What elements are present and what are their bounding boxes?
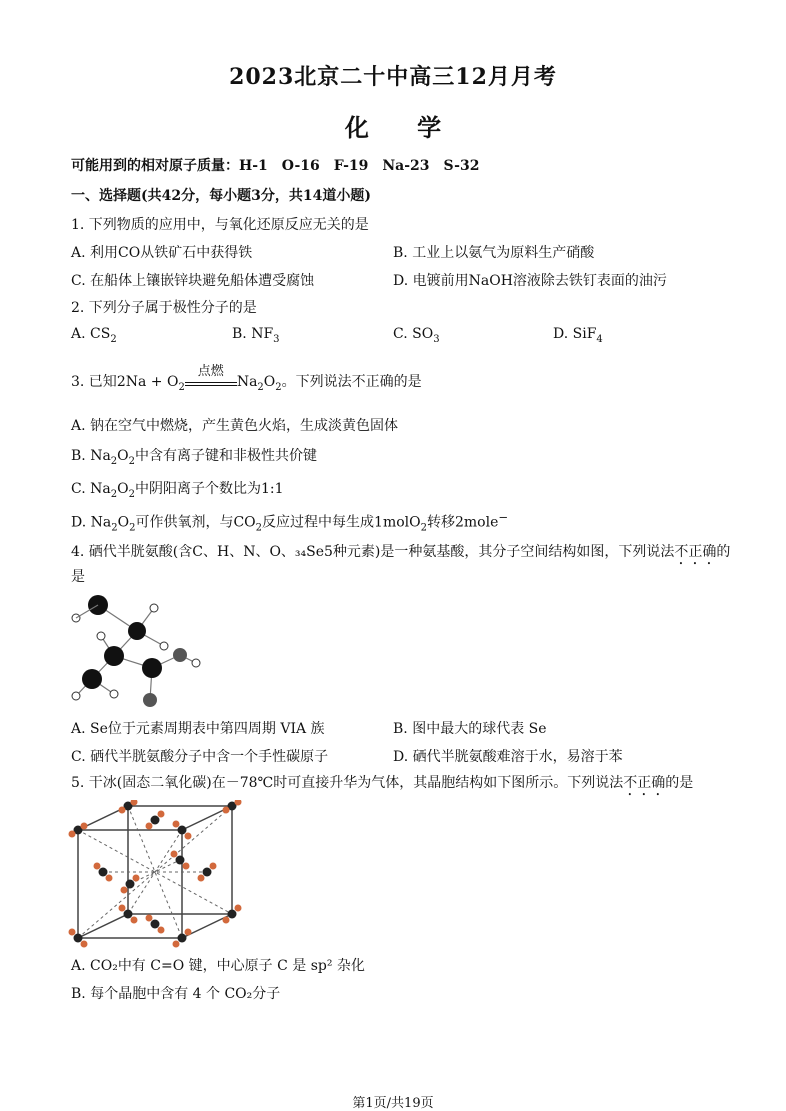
atom-oxygen [173, 648, 187, 662]
question-1-option-a: A. 利用CO从铁矿石中获得铁 [71, 245, 253, 261]
atom-nitrogen [82, 669, 102, 689]
atom-carbon [142, 658, 162, 678]
subject-title: 化 学 [344, 113, 442, 142]
question-4-option-d: D. 硒代半胱氨酸难溶于水，易溶于苯 [393, 749, 623, 765]
molecule-structure-figure [66, 588, 216, 718]
question-4-option-c: C. 硒代半胱氨酸分子中含一个手性碳原子 [71, 749, 329, 765]
atom-hydrogen [160, 642, 168, 650]
question-2-option-a: A. $CS_2$ [71, 326, 117, 345]
question-5-option-a: A. CO₂中有 C=O 键，中心原子 C 是 sp² 杂化 [71, 958, 365, 974]
page-title: 2023北京二十中高三12月月考 [229, 64, 557, 90]
section-title: 一、选择题(共42分，每小题3分，共14道小题) [71, 188, 371, 204]
question-4-option-a: A. Se位于元素周期表中第四周期 VIA 族 [71, 721, 325, 737]
atom-hydrogen [97, 632, 105, 640]
atom-hydrogen [110, 690, 118, 698]
question-4-stem-line2: 是 [71, 569, 85, 585]
atom-hydrogen [192, 659, 200, 667]
question-3-option-c: C. $Na_2O_2$中阴阳离子个数比为1:1 [71, 481, 284, 500]
question-2-option-c: C. $SO_3$ [393, 326, 440, 345]
atomic-masses: 可能用到的相对原子质量：H-1 O-16 F-19 Na-23 S-32 [71, 158, 480, 174]
atom-hydrogen [150, 604, 158, 612]
question-1-option-b: B. 工业上以氨气为原料生产硝酸 [393, 245, 595, 261]
question-4-option-b: B. 图中最大的球代表 Se [393, 721, 547, 737]
question-1-option-d: D. 电镀前用NaOH溶液除去铁钉表面的油污 [393, 273, 667, 289]
question-3-option-d: D. $Na_2O_2$可作供氧剂，与$CO_2$反应过程中每生成1molO$_2$转移2mole− [71, 510, 509, 534]
atom-carbon [128, 622, 146, 640]
question-3-option-b: B. $Na_2O_2$中含有离子键和非极性共价键 [71, 448, 318, 467]
question-3-stem: 3. 已知$2Na + O_2$ 点燃 $Na_2O_2$。下列说法不正确的是 [71, 364, 422, 393]
atom-hydrogen [72, 692, 80, 700]
question-2-option-d: D. SiF$_4$ [553, 326, 603, 345]
question-5-option-b: B. 每个晶胞中含有 4 个 CO₂分子 [71, 986, 281, 1002]
question-1-option-c: C. 在船体上镶嵌锌块避免船体遭受腐蚀 [71, 273, 315, 289]
question-3-option-a: A. 钠在空气中燃烧，产生黄色火焰，生成淡黄色固体 [71, 418, 399, 434]
question-5-stem: 5. 干冰(固态二氧化碳)在－78℃时可直接升华为气体，其晶胞结构如下图所示。下列说法不正确的是 [71, 775, 694, 791]
equation-left: 2Na + O [116, 374, 179, 390]
reaction-arrow: 点燃 [185, 374, 237, 386]
question-4-stem: 4. 硒代半胱氨酸(含C、H、N、O、₃₄Se5种元素)是一种氨基酸，其分子空间结构如图，下列说法不正确的 [71, 544, 731, 560]
question-1-stem: 1. 下列物质的应用中，与氧化还原反应无关的是 [71, 217, 369, 233]
atom-carbon [104, 646, 124, 666]
question-2-option-b: B. $NF_3$ [232, 326, 280, 345]
page-footer: 第1页/共19页 [352, 1096, 434, 1111]
atom-oxygen [143, 693, 157, 707]
question-2-stem: 2. 下列分子属于极性分子的是 [71, 300, 257, 316]
crystal-cell-figure [68, 800, 248, 948]
